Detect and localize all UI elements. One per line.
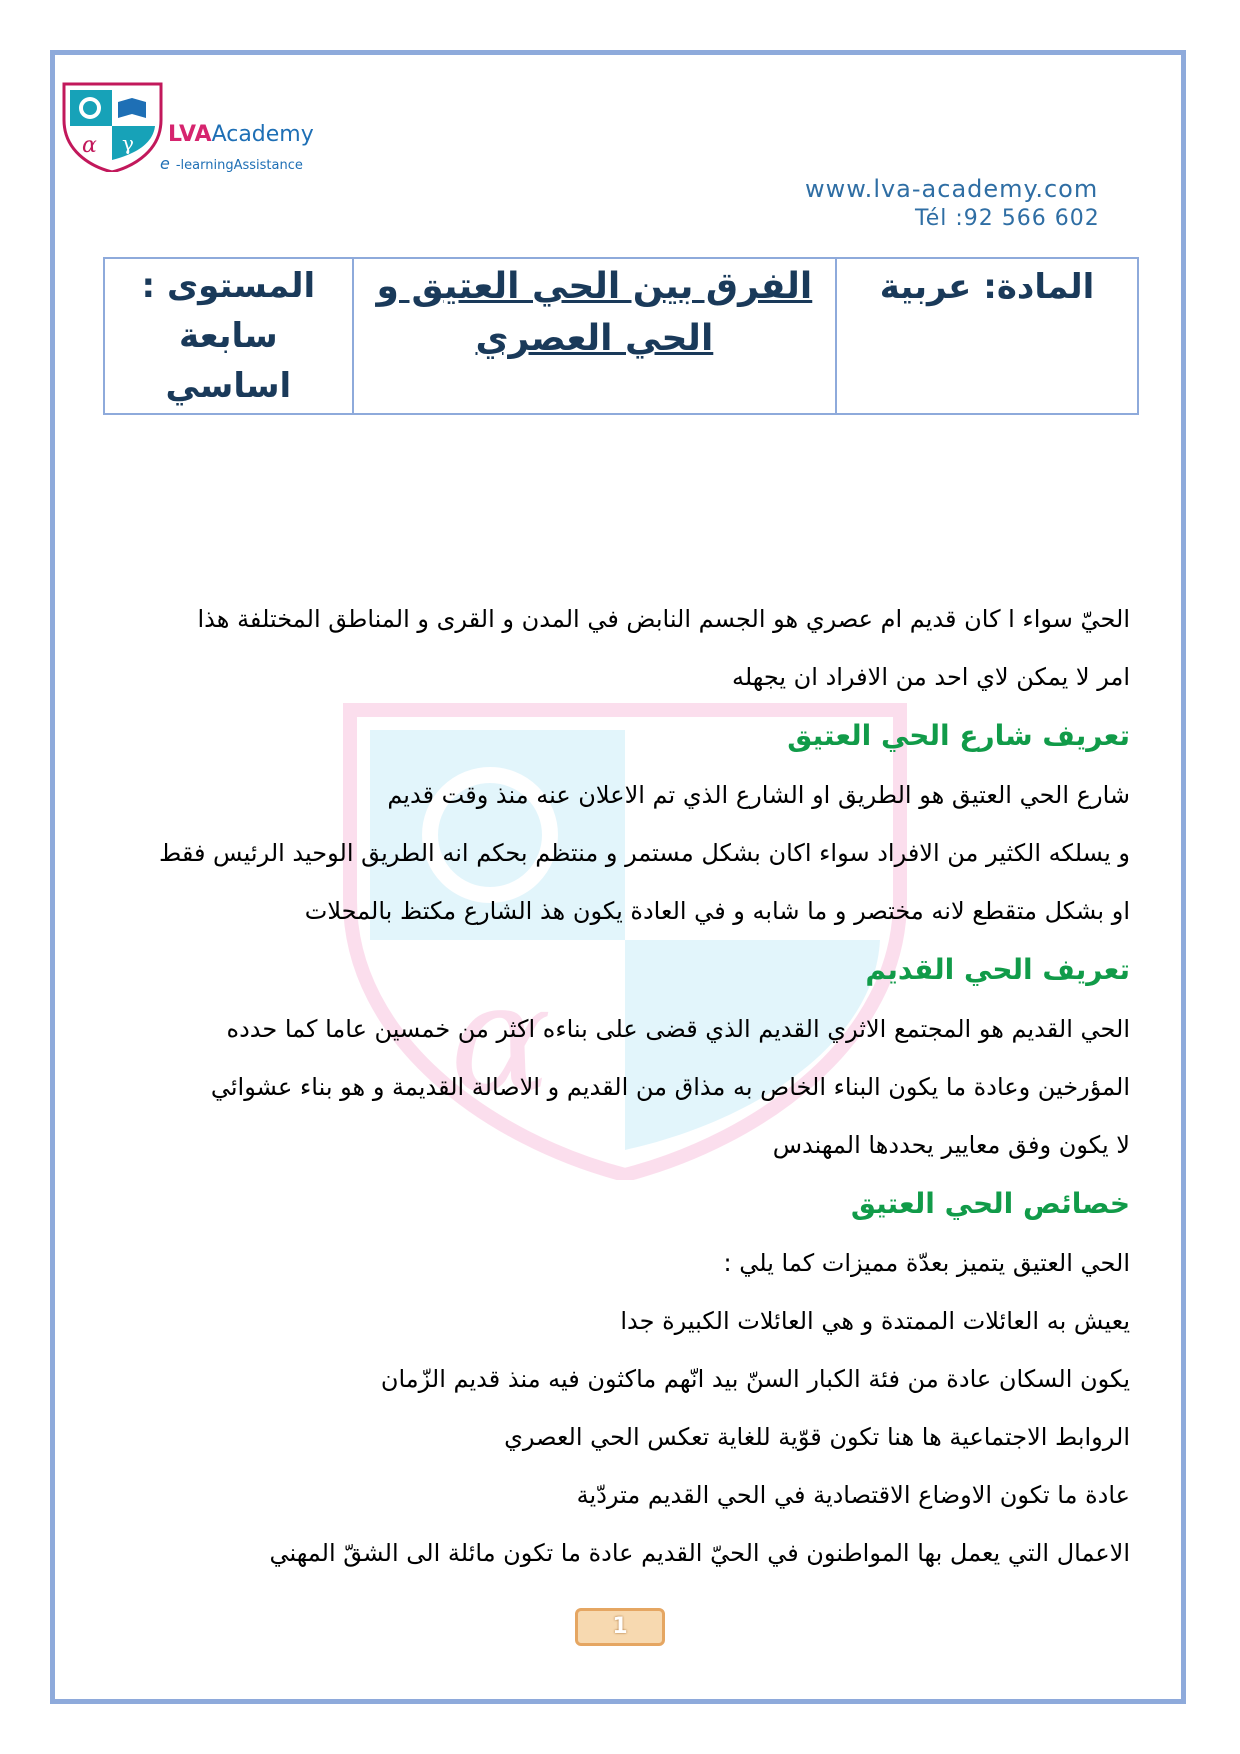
paragraph-line: الحي القديم هو المجتمع الاثري القديم الذي قضى على بناءه اكثر من خمسين عاما كما حدده [226,1015,1130,1043]
paragraph-line: يعيش به العائلات الممتدة و هي العائلات الكبيرة جدا [620,1307,1130,1335]
svg-text:α: α [82,133,97,158]
paragraph-line: يكون السكان عادة من فئة الكبار السنّ بيد انّهم ماكثون فيه منذ قديم الزّمان [380,1365,1130,1393]
phone-number: Tél :92 566 602 [915,206,1100,231]
brand-tagline-text: -learningAssistance [175,158,303,173]
intro-line: الحيّ سواء ا كان قديم ام عصري هو الجسم النابض في المدن و القرى و المناطق المختلفة هذا [197,605,1130,633]
brand-name-rest: Academy [211,122,314,147]
page-number: 1 [575,1608,665,1646]
brand-name-highlight: LVA [168,122,212,147]
paragraph-line: و يسلكه الكثير من الافراد سواء اكان بشكل مستمر و منتظم بحكم انه الطريق الوحيد الرئيس فقط [159,839,1130,867]
paragraph-line: الروابط الاجتماعية ها هنا تكون قوّية للغاية تعكس الحي العصري [504,1423,1130,1451]
website-link[interactable]: www.lva-academy.com [805,175,1099,203]
paragraph-line: الاعمال التي يعمل بها المواطنون في الحيّ القديم عادة ما تكون مائلة الى الشقّ المهني [269,1539,1130,1567]
document-body [112,590,1130,1582]
brand-name [168,122,314,148]
contact-info [805,174,1115,234]
lesson-title: الفرق بين الحي العتيق و الحي العصري [353,258,836,414]
level-cell [104,258,353,414]
intro-line: امر لا يمكن لاي احد من الافراد ان يجهله [731,663,1130,691]
paragraph-line: الحي العتيق يتميز بعدّة مميزات كما يلي : [723,1249,1130,1277]
level-label: المستوى : [141,266,316,306]
brand-tagline [160,154,303,173]
section-heading-characteristics: خصائص الحي العتيق [850,1187,1130,1220]
section-heading-old-quarter: تعريف الحي القديم [865,953,1130,986]
paragraph-line: المؤرخين وعادة ما يكون البناء الخاص به مذاق من القديم و الاصالة القديمة و هو بناء عشوائي [210,1073,1130,1101]
paragraph-line: شارع الحي العتيق هو الطريق او الشارع الذي تم الاعلان عنه منذ وقت قديم [387,781,1130,809]
svg-text:γ: γ [122,131,134,155]
section-heading-old-street: تعريف شارع الحي العتيق [787,719,1130,752]
paragraph-line: او بشكل متقطع لانه مختصر و ما شابه و في العادة يكون هذ الشارع مكتظ بالمحلات [304,897,1130,925]
svg-text:α: α [450,952,552,1126]
paragraph-line: لا يكون وفق معايير يحددها المهندس [772,1131,1130,1159]
brand-tagline-e: e [160,154,170,173]
level-value: سابعة اساسي [165,316,292,406]
subject-cell: المادة: عربية [836,258,1138,414]
header-table [103,257,1139,415]
lva-academy-logo [60,80,165,172]
paragraph-line: عادة ما تكون الاوضاع الاقتصادية في الحي القديم متردّية [576,1481,1130,1509]
